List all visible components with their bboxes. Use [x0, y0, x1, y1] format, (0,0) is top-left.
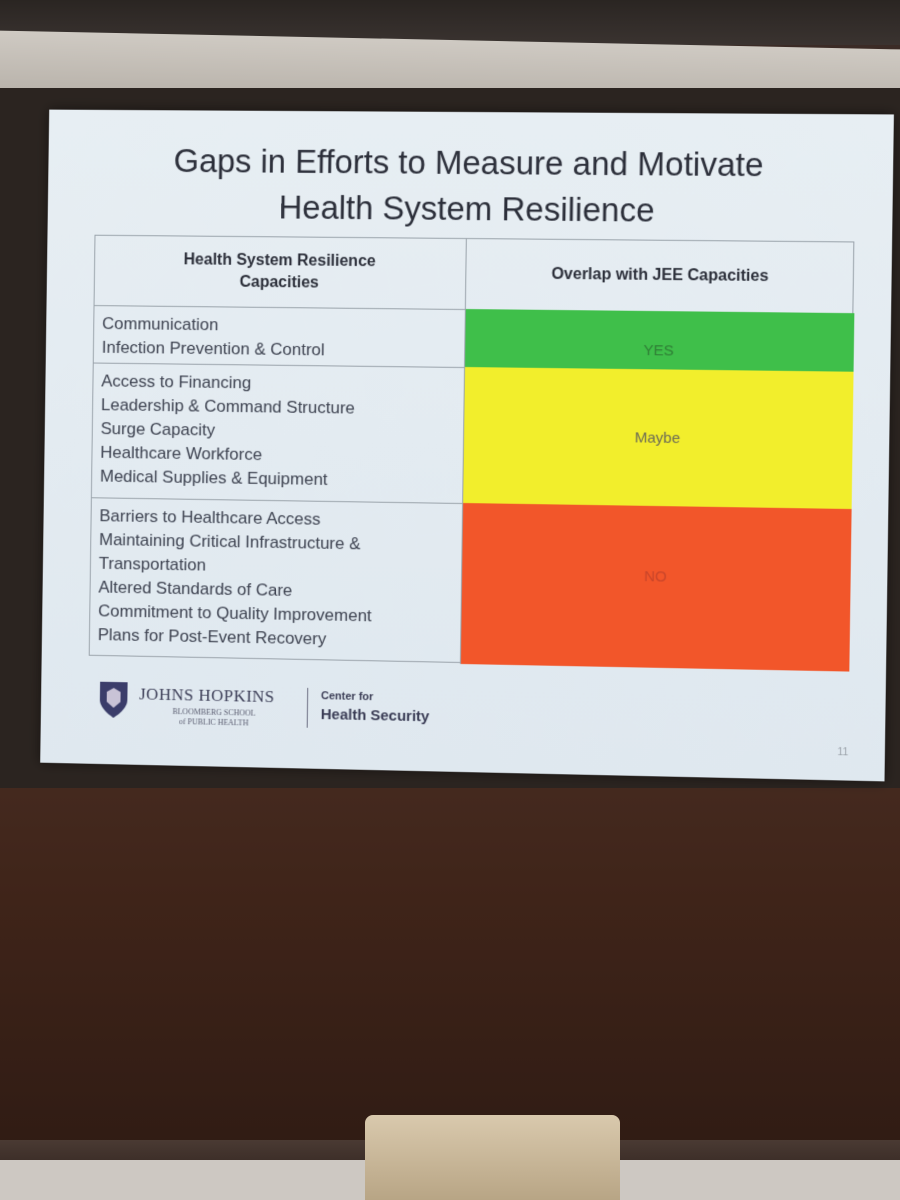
- jh-sub-line-2: of PUBLIC HEALTH: [178, 717, 249, 728]
- capacity-item: Barriers to Healthcare Access: [99, 506, 321, 529]
- capacity-item: Commitment to Quality Improvement: [98, 601, 372, 626]
- health-security-label: Health Security: [320, 706, 430, 726]
- capacity-item: Altered Standards of Care: [98, 577, 293, 600]
- slide-title: [48, 137, 894, 235]
- jh-sub-line-1: BLOOMBERG SCHOOL: [172, 707, 256, 718]
- overlap-label: NO: [643, 568, 667, 586]
- overlap-yes-cell: [465, 309, 854, 372]
- row-capacities-3: [90, 497, 463, 664]
- center-for-label: Center for: [320, 690, 374, 704]
- logo-divider: [307, 688, 309, 728]
- capacity-item: Surge Capacity: [100, 419, 216, 440]
- bloomberg-school-label: [155, 707, 274, 729]
- capacity-item: Maintaining Critical Infrastructure &: [99, 530, 361, 554]
- presentation-slide: [40, 110, 894, 782]
- slide-page-number: 11: [837, 747, 849, 759]
- slide-title-line-1: Gaps in Efforts to Measure and Motivate: [173, 142, 764, 184]
- slide-title-line-2: Health System Resilience: [278, 188, 655, 229]
- capacity-item: Plans for Post-Event Recovery: [97, 625, 327, 649]
- chair-back: [365, 1115, 620, 1200]
- johns-hopkins-wordmark: JOHNS HOPKINS: [139, 684, 275, 707]
- capacity-item: Leadership & Command Structure: [100, 395, 355, 418]
- capacity-item: Access to Financing: [101, 371, 252, 393]
- header-capacities: Health System Resilience Capacities: [95, 236, 467, 309]
- overlap-no-cell: [461, 503, 852, 672]
- overlap-maybe-cell: [463, 367, 853, 509]
- row-capacities-1: [94, 305, 466, 367]
- overlap-label: Maybe: [634, 428, 681, 447]
- overlap-label: YES: [643, 341, 674, 359]
- row-capacities-2: [92, 363, 465, 503]
- university-shield-icon: [98, 680, 130, 720]
- capacities-table: [89, 235, 855, 671]
- capacity-item: Medical Supplies & Equipment: [99, 466, 328, 489]
- capacity-item: Healthcare Workforce: [100, 442, 263, 465]
- capacity-item: Infection Prevention & Control: [101, 337, 325, 360]
- footer-logos: [97, 680, 514, 748]
- capacity-item: Communication: [101, 314, 219, 335]
- header-overlap: Overlap with JEE Capacities: [551, 265, 769, 286]
- capacity-item: Transportation: [98, 553, 207, 575]
